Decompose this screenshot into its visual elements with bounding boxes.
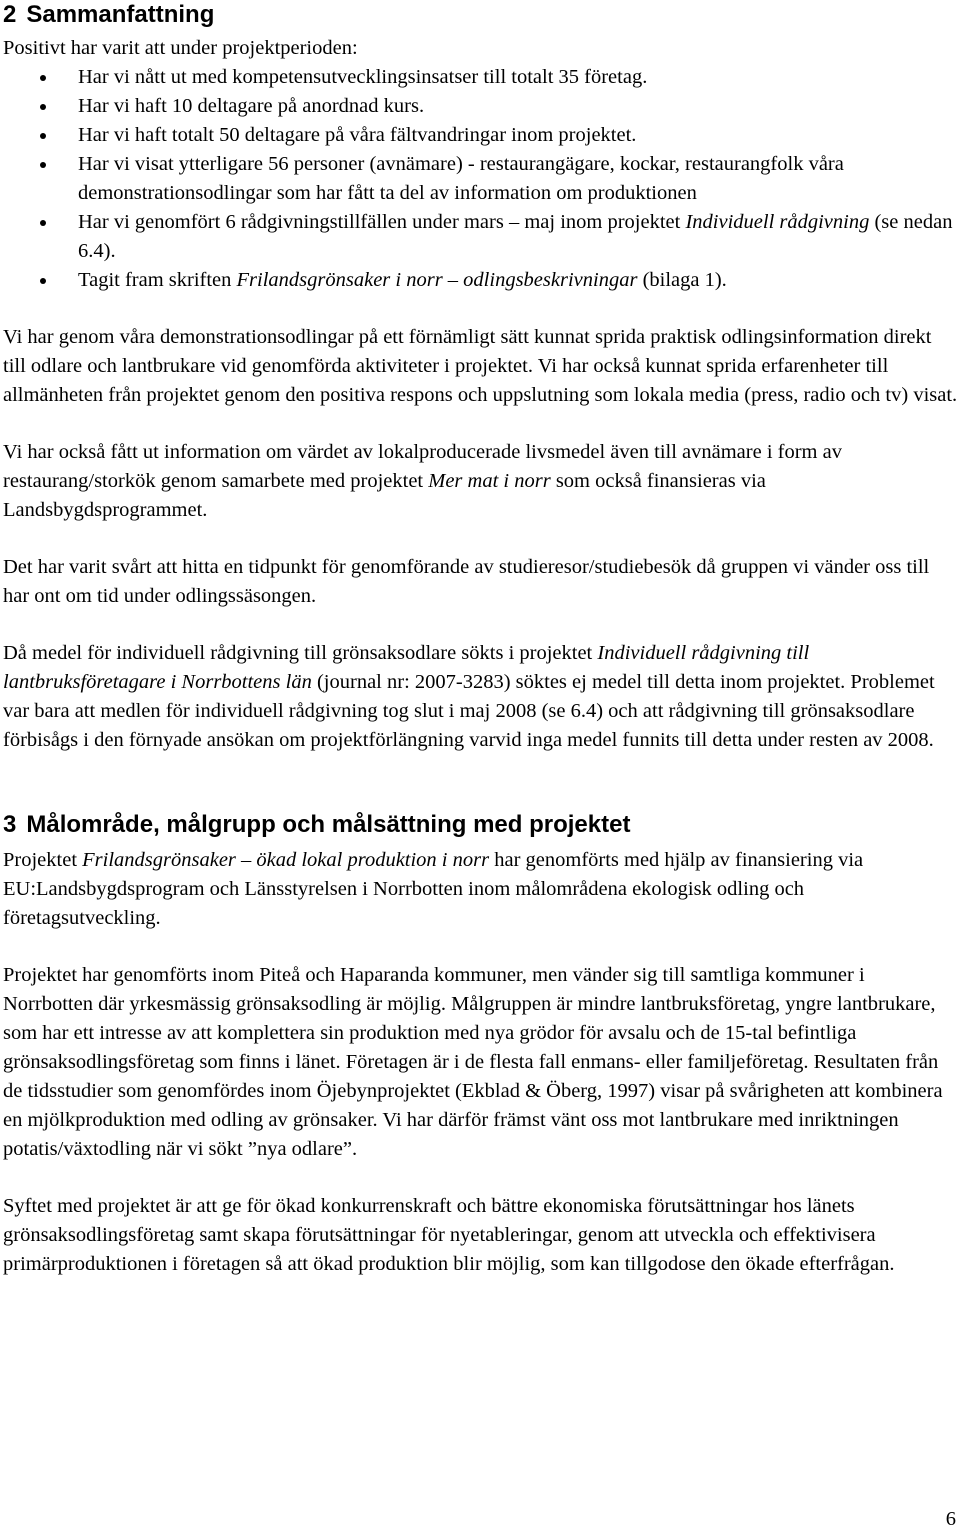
- section-3-heading: [3, 810, 958, 840]
- list-item: Har vi haft totalt 50 deltagare på våra fältvandringar inom projektet.: [3, 121, 958, 150]
- section-3-paragraph-3: Syftet med projektet är att ge för ökad konkurrenskraft och bättre ekonomiska förutsättningar hos länets grönsaksodlingsföretag samt skapa förutsättningar för nyetableringar, genom att utveckla och effektivisera primärproduktionen i företagen så att ökad produktion blir möjlig, som kan tillgodose den ökade efterfrågan.: [3, 1195, 895, 1275]
- section-2-title: Sammanfattning: [26, 1, 215, 28]
- section-3-title: Målområde, målgrupp och målsättning med projektet: [26, 811, 631, 838]
- section-2-paragraph-1: Vi har genom våra demonstrationsodlingar på ett förnämligt sätt kunnat sprida praktisk odlingsinformation direkt till odlare och lantbrukare vid genomförda aktiviteter i projektet. Vi har också kunnat sprida erfarenheter till allmänheten från projektet genom den positiva respons och uppslutning som lokala media (press, radio och tv) visat.: [3, 326, 958, 406]
- bullet-icon: [40, 75, 46, 81]
- section-2-heading: [3, 0, 958, 30]
- list-item: Har vi haft 10 deltagare på anordnad kurs.: [3, 92, 958, 121]
- list-item: Har vi genomfört 6 rådgivningstillfällen under mars – maj inom projektet Individuell rådgivning (se nedan 6.4).: [3, 208, 958, 266]
- section-2-paragraph-2: Vi har också fått ut information om värdet av lokalproducerade livsmedel även till avnämare i form av restaurang/storkök genom samarbete med projektet Mer mat i norr som också finansieras via Landsbygdsprogrammet.: [3, 441, 842, 521]
- list-item: Har vi visat ytterligare 56 personer (avnämare) - restaurangägare, kockar, restaurangfolk våra demonstrationsodlingar som har fått ta del av information om produktionen: [3, 150, 958, 208]
- list-item: Tagit fram skriften Frilandsgrönsaker i norr – odlingsbeskrivningar (bilaga 1).: [3, 266, 958, 295]
- section-3-paragraph-2: Projektet har genomförts inom Piteå och Haparanda kommuner, men vänder sig till samtliga kommuner i Norrbotten där yrkesmässig grönsaksodling är möjlig. Målgruppen är mindre lantbruksföretag, yngre lantbrukare, som har ett intresse av att komplettera sin produktion med nya grödor för avsalu och de 15-tal befintliga grönsaksodlingsföretag som finns i länet. Företagen är i de flesta fall enmans- eller familjeföretag. Resultaten från de tidsstudier som genomfördes inom Öjebynprojektet (Ekblad & Öberg, 1997) visar på svårigheten att kombinera en mjölkproduktion med odling av grönsaker. Vi har därför främst vänt oss mot lantbrukare med inriktningen potatis/växtodling när vi sökt ”nya odlare”.: [3, 964, 943, 1160]
- bullet-icon: [40, 104, 46, 110]
- section-3-paragraph-1: Projektet Frilandsgrönsaker – ökad lokal produktion i norr har genomförts med hjälp av finansiering via EU:Landsbygdsprogram och Länsstyrelsen i Norrbotten inom målområdena ekologisk odling och företagsutveckling.: [3, 849, 864, 929]
- section-3-number: 3: [3, 811, 17, 838]
- bullet-icon: [40, 162, 46, 168]
- page-number: 6: [945, 1508, 956, 1530]
- list-item: Har vi nått ut med kompetensutvecklingsinsatser till totalt 35 företag.: [3, 63, 958, 92]
- bullet-icon: [40, 278, 46, 284]
- document-page: [3, 0, 958, 1279]
- section-2-number: 2: [3, 1, 17, 28]
- achievements-list: [3, 63, 958, 295]
- section-2-paragraph-3: Det har varit svårt att hitta en tidpunkt för genomförande av studieresor/studiebesök då gruppen vi vänder oss till har ont om tid under odlingssäsongen.: [3, 556, 930, 607]
- section-2-intro: Positivt har varit att under projektperioden:: [3, 37, 358, 59]
- bullet-icon: [40, 220, 46, 226]
- section-2-paragraph-4: Då medel för individuell rådgivning till grönsaksodlare sökts i projektet Individuell rådgivning till lantbruksföretagare i Norrbottens län (journal nr: 2007-3283) söktes ej medel till detta inom projektet. Problemet var bara att medlen för individuell rådgivning tog slut i maj 2008 (se 6.4) och att rådgivning till grönsaksodlare förbisågs i den förnyade ansökan om projektförlängning varvid inga medel funnits till detta under resten av 2008.: [3, 642, 935, 751]
- bullet-icon: [40, 133, 46, 139]
